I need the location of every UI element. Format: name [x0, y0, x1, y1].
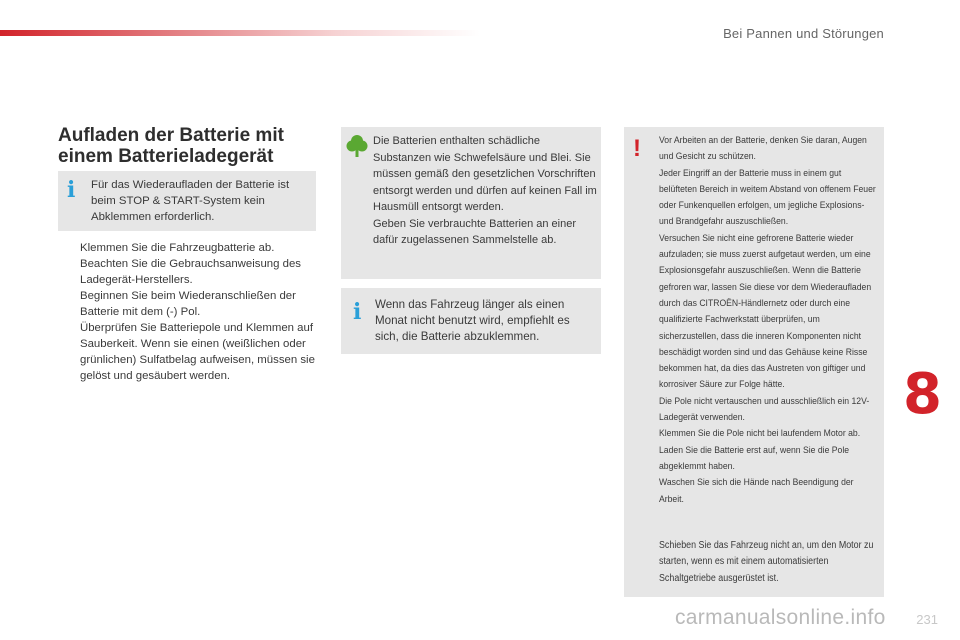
info-note-stop-start	[58, 171, 316, 231]
info-note-long-storage	[341, 288, 601, 354]
environment-note	[341, 127, 601, 279]
info-note-text: Wenn das Fahrzeug länger als einen Monat nicht benutzt wird, empfiehlt es sich, die Batterie abzuklemmen.	[375, 298, 570, 343]
list-item	[58, 288, 320, 320]
page-number: 231	[916, 612, 938, 627]
info-note-text: Für das Wiederaufladen der Batterie ist beim STOP & START-System kein Abklemmen erforderlich.	[91, 179, 290, 223]
section-title: Bei Pannen und Störungen	[723, 26, 884, 41]
step-text: Überprüfen Sie Batteriepole und Klemmen auf Sauberkeit. Wenn sie einen (weißlichen oder grünlichen) Sulfatbelag aufweisen, müssen sie gelöst und gesäubert werden.	[80, 322, 315, 382]
warning-text	[659, 133, 880, 508]
warning-note	[624, 127, 884, 597]
environment-note-text	[373, 133, 597, 249]
page-title-line-2: einem Batterieladegerät	[58, 146, 274, 167]
step-text: Klemmen Sie die Fahrzeugbatterie ab.	[80, 242, 275, 254]
page-title-line-1: Aufladen der Batterie mit	[58, 125, 284, 146]
list-item	[58, 256, 320, 288]
environment-paragraph-2: Geben Sie verbrauchte Batterien an einer dafür zugelassenen Sammelstelle ab.	[373, 217, 577, 246]
header-accent-bar	[0, 30, 480, 36]
leaf-icon	[346, 134, 368, 158]
info-icon: i	[353, 299, 362, 325]
warning-paragraph: Waschen Sie sich die Hände nach Beendigung der Arbeit.	[659, 477, 854, 505]
warning-paragraph: Klemmen Sie die Pole nicht bei laufendem Motor ab.	[659, 428, 861, 440]
chapter-number: 8	[903, 362, 942, 427]
warning-paragraph: Versuchen Sie nicht eine gefrorene Batterie wieder aufzuladen; sie muss zuerst aufgetaut werden, um eine Explosionsgefahr auszuschließen. Wenn die Batterie gefroren war, lassen Sie diese vor dem Wiederaufladen durch das CITROËN-Händlernetz oder durch eine qualifizierte Fachwerkstatt überprüfen, um sicherzustellen, dass die inneren Komponenten nicht beschädigt worden sind und das Gehäuse keine Risse bekommen hat, da dies das Austreten von giftiger und korrosiver Säure zur Folge hätte.	[659, 232, 872, 391]
warning-icon: !	[633, 135, 641, 162]
warning-paragraph: Jeder Eingriff an der Batterie muss in einem gut belüfteten Bereich in weitem Abstand von offenem Feuer oder Funkenquellen erfolgen, um jegliche Explosions- und Brandgefahr auszuschließen.	[659, 167, 876, 228]
procedure-steps	[58, 240, 320, 384]
warning-final-paragraph: Schieben Sie das Fahrzeug nicht an, um den Motor zu starten, wenn es mit einem automatisierten Schaltgetriebe ausgerüstet ist.	[659, 540, 874, 584]
warning-paragraph: Die Pole nicht vertauschen und ausschließlich ein 12V-Ladegerät verwenden.	[659, 395, 870, 424]
warning-paragraph: Laden Sie die Batterie erst auf, wenn Sie die Pole abgeklemmt haben.	[659, 444, 850, 472]
list-item	[58, 240, 320, 256]
watermark: carmanualsonline.info	[675, 606, 886, 629]
page-title	[58, 125, 328, 167]
info-icon: i	[67, 177, 76, 203]
step-text: Beachten Sie die Gebrauchsanweisung des Ladegerät-Herstellers.	[80, 258, 301, 286]
environment-paragraph-1: Die Batterien enthalten schädliche Substanzen wie Schwefelsäure und Blei. Sie müssen gemäß den gesetzlichen Vorschriften entsorgt werden und dürfen auf keinen Fall im Hausmüll entsorgt werden.	[373, 135, 597, 213]
warning-paragraph: Vor Arbeiten an der Batterie, denken Sie daran, Augen und Gesicht zu schützen.	[659, 135, 867, 163]
step-text: Beginnen Sie beim Wiederanschließen der Batterie mit dem (-) Pol.	[80, 290, 296, 318]
list-item	[58, 320, 320, 384]
